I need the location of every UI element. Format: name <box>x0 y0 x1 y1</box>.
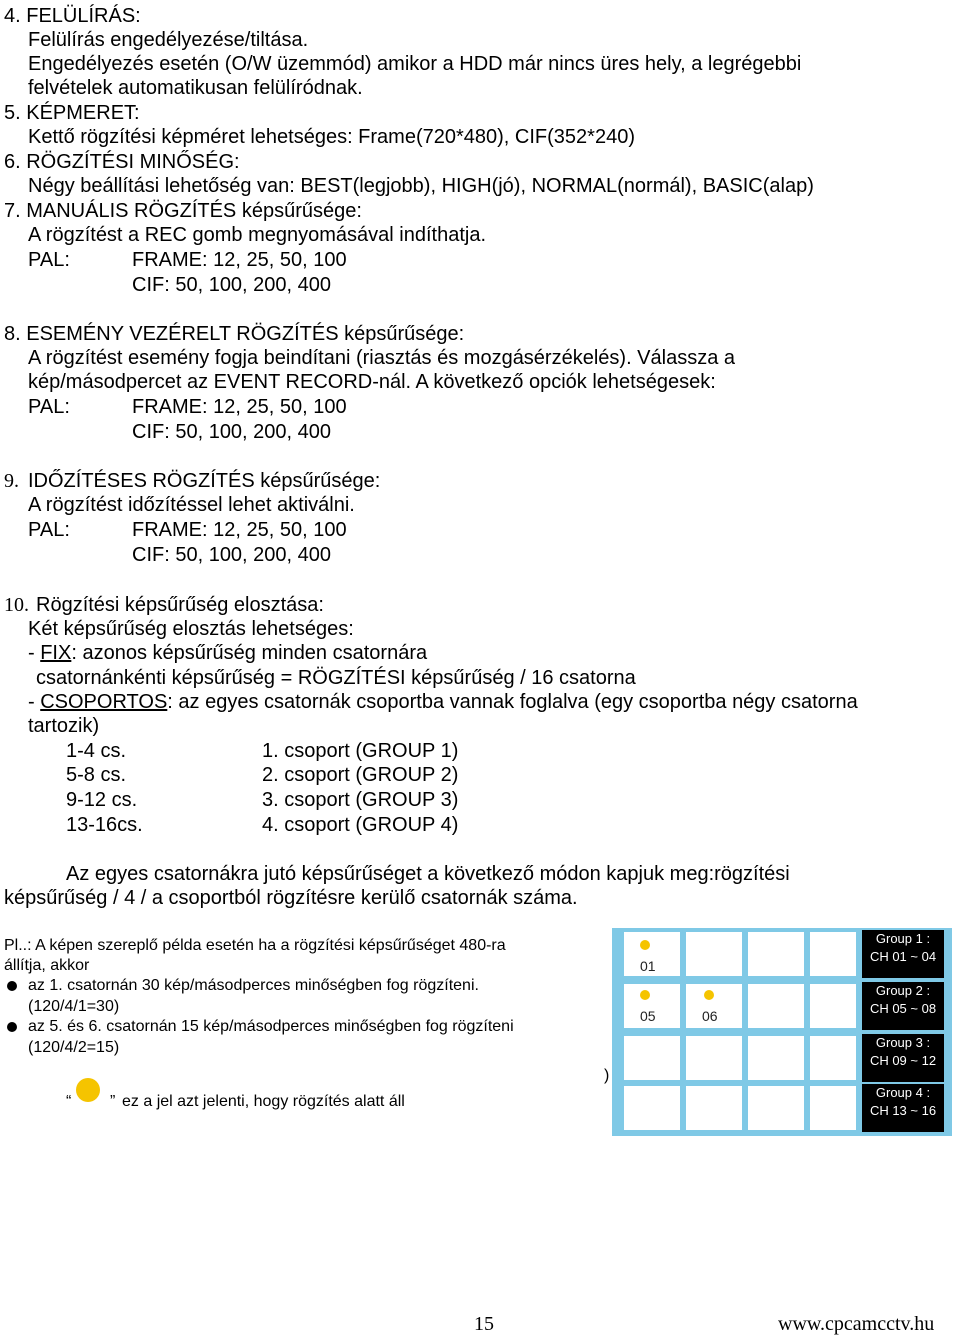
bullet-icon <box>7 1022 17 1032</box>
channel-cell <box>686 984 742 1028</box>
channel-cell <box>686 1086 742 1130</box>
channel-cell <box>624 1036 680 1080</box>
section-4-line: Felülírás engedélyezése/tiltása. <box>28 29 309 51</box>
channel-cell <box>686 932 742 976</box>
section-10-line: Két képsűrűség elosztás lehetséges: <box>28 618 354 640</box>
page-number: 15 <box>474 1313 494 1335</box>
section-6-line: Négy beállítási lehetőség van: BEST(legjobb), HIGH(jó), NORMAL(normál), BASIC(alap) <box>28 175 814 197</box>
channel-number: 06 <box>702 1008 718 1024</box>
channel-cell <box>624 932 680 976</box>
group-line: - CSOPORTOS: az egyes csatornák csoportba vannak foglalva (egy csoportba négy csatorna <box>28 691 858 713</box>
group-line-cont: tartozik) <box>28 715 100 737</box>
summary-line: Az egyes csatornákra jutó képsűrűséget a következő módon kapjuk meg:rögzítési <box>66 863 790 885</box>
channel-cell <box>624 984 680 1028</box>
cif-options: CIF: 50, 100, 200, 400 <box>132 421 332 443</box>
pal-label: PAL: <box>28 249 70 271</box>
recording-dot-icon <box>640 940 650 950</box>
section-8-line: kép/másodpercet az EVENT RECORD-nál. A következő opciók lehetségesek: <box>28 371 716 393</box>
channel-cell <box>748 1036 804 1080</box>
channel-cell <box>748 932 804 976</box>
section-10-number: 10. <box>4 594 29 616</box>
bullet-icon <box>7 981 17 991</box>
group-label: Group 1 : CH 01 ~ 04 <box>862 930 944 978</box>
section-4-line: felvételek automatikusan felülíródnak. <box>28 77 363 99</box>
frame-options: FRAME: 12, 25, 50, 100 <box>132 519 347 541</box>
channel-cell <box>748 1086 804 1130</box>
pal-label: PAL: <box>28 519 70 541</box>
recording-dot-icon <box>704 990 714 1000</box>
group-channels: 1-4 cs. <box>66 740 127 762</box>
section-7-line: A rögzítést a REC gomb megnyomásával indíthatja. <box>28 224 487 246</box>
section-6-title: 6. RÖGZÍTÉSI MINŐSÉG: <box>4 151 240 173</box>
section-5-title: 5. KÉPMERET: <box>4 102 140 124</box>
section-8-line: A rögzítést esemény fogja beindítani (riasztás és mozgásérzékelés). Válassza a <box>28 347 736 369</box>
section-4-title: 4. FELÜLÍRÁS: <box>4 5 141 27</box>
legend-quote-close: ” <box>110 1093 116 1110</box>
group-name: 1. csoport (GROUP 1) <box>262 740 459 762</box>
footer-site: www.cpcamcctv.hu <box>778 1313 935 1335</box>
group-name: 2. csoport (GROUP 2) <box>262 764 459 786</box>
group-name: 4. csoport (GROUP 4) <box>262 814 459 836</box>
channel-cell <box>686 1036 742 1080</box>
cif-options: CIF: 50, 100, 200, 400 <box>132 274 332 296</box>
group-label: Group 4 : CH 13 ~ 16 <box>862 1084 944 1132</box>
fix-line: - FIX: azonos képsűrűség minden csatornára <box>28 642 428 664</box>
stray-paren: ) <box>604 1067 610 1084</box>
example-line: Pl..: A képen szereplő példa esetén ha a rögzítési képsűrűséget 480-ra <box>4 937 506 954</box>
cif-options: CIF: 50, 100, 200, 400 <box>132 544 332 566</box>
group-channels: 13-16cs. <box>66 814 143 836</box>
example-bullet-sub: (120/4/1=30) <box>28 998 120 1015</box>
channel-cell <box>748 984 804 1028</box>
summary-line: képsűrűség / 4 / a csoportból rögzítésre kerülő csatornák száma. <box>4 887 578 909</box>
group-label: Group 2 : CH 05 ~ 08 <box>862 982 944 1030</box>
legend-text: ez a jel azt jelenti, hogy rögzítés alatt áll <box>122 1093 405 1110</box>
pal-label: PAL: <box>28 396 70 418</box>
example-bullet: az 1. csatornán 30 kép/másodperces minőségben fog rögzíteni. <box>28 977 479 994</box>
channel-group-diagram <box>612 928 952 1136</box>
section-9-number: 9. <box>4 470 19 492</box>
channel-cell <box>810 1086 856 1130</box>
example-line: állítja, akkor <box>4 957 90 974</box>
channel-cell <box>810 984 856 1028</box>
legend-quote-open: “ <box>66 1093 72 1110</box>
recording-dot-icon <box>640 990 650 1000</box>
recording-dot-icon <box>76 1078 100 1102</box>
channel-cell <box>624 1086 680 1130</box>
channel-cell <box>810 1036 856 1080</box>
frame-options: FRAME: 12, 25, 50, 100 <box>132 396 347 418</box>
frame-options: FRAME: 12, 25, 50, 100 <box>132 249 347 271</box>
section-4-line: Engedélyezés esetén (O/W üzemmód) amikor a HDD már nincs üres hely, a legrégebbi <box>28 53 802 75</box>
group-channels: 9-12 cs. <box>66 789 138 811</box>
fix-formula: csatornánkénti képsűrűség = RÖGZÍTÉSI képsűrűség / 16 csatorna <box>36 667 636 689</box>
group-channels: 5-8 cs. <box>66 764 127 786</box>
section-5-line: Kettő rögzítési képméret lehetséges: Frame(720*480), CIF(352*240) <box>28 126 635 148</box>
section-10-title: Rögzítési képsűrűség elosztása: <box>36 594 324 616</box>
channel-cell <box>810 932 856 976</box>
example-bullet: az 5. és 6. csatornán 15 kép/másodperces minőségben fog rögzíteni <box>28 1018 514 1035</box>
example-bullet-sub: (120/4/2=15) <box>28 1039 120 1056</box>
section-7-title: 7. MANUÁLIS RÖGZÍTÉS képsűrűsége: <box>4 200 362 222</box>
group-name: 3. csoport (GROUP 3) <box>262 789 459 811</box>
channel-number: 01 <box>640 958 656 974</box>
group-label: Group 3 : CH 09 ~ 12 <box>862 1034 944 1082</box>
section-9-title: IDŐZÍTÉSES RÖGZÍTÉS képsűrűsége: <box>28 470 381 492</box>
channel-number: 05 <box>640 1008 656 1024</box>
section-8-title: 8. ESEMÉNY VEZÉRELT RÖGZÍTÉS képsűrűsége: <box>4 323 465 345</box>
section-9-line: A rögzítést időzítéssel lehet aktiválni. <box>28 494 355 516</box>
